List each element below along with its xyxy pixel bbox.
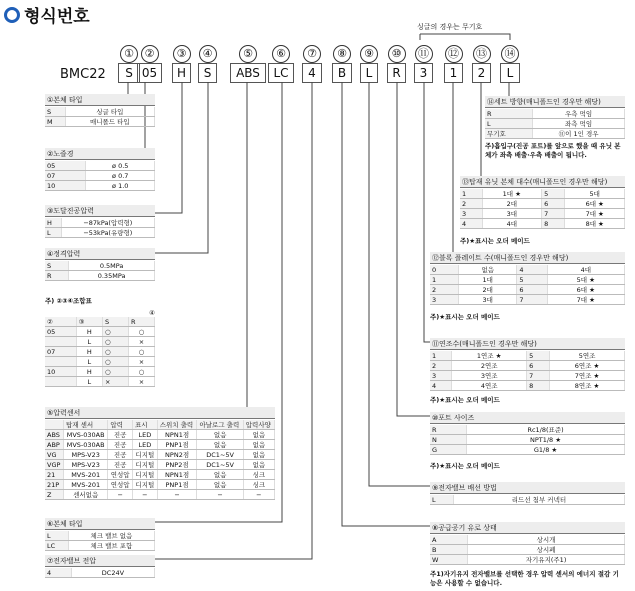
table-cell: 8 <box>542 219 565 229</box>
table-cell: 디지털 <box>133 460 158 470</box>
table-cell: 없음 <box>197 440 243 450</box>
table-cell: PNP1점 <box>157 440 197 450</box>
leader-8 <box>342 82 430 526</box>
table-row <box>45 490 275 500</box>
table-cell: 5연조 <box>550 351 625 361</box>
table-cell: 07 <box>45 347 76 357</box>
table-cell: 없음 <box>197 480 243 490</box>
table-row <box>45 117 155 127</box>
table-cell: × <box>128 357 154 367</box>
table-row <box>45 430 275 440</box>
table-cell: W <box>430 555 468 565</box>
table-cell: 없음 <box>197 470 243 480</box>
table-cell: 07 <box>45 171 86 181</box>
table-cell: 1 <box>430 275 459 285</box>
table-cell: 무기호 <box>485 129 533 139</box>
page-title: 형식번호 <box>4 2 90 27</box>
section-11-note: 주)★표시는 오더 메이드 <box>430 396 500 404</box>
table-cell: 0.5MPa <box>69 261 155 271</box>
table-cell: 4 <box>45 568 71 578</box>
section-3-title: ③도달진공압력 <box>45 205 155 217</box>
table-cell: 7대 ★ <box>565 209 625 219</box>
bracket-line <box>420 34 510 40</box>
model-prefix: BMC22 <box>60 67 106 82</box>
table-cell: MVS-201 <box>64 480 108 490</box>
table-cell: 2대 <box>482 199 542 209</box>
table-header: S <box>103 317 129 327</box>
table-row <box>45 181 155 191</box>
table-cell: 센서없음 <box>64 490 108 500</box>
section-9-table <box>430 495 625 505</box>
section-10-note: 주)★표시는 오더 메이드 <box>430 462 500 470</box>
circle-number-3: ③ <box>173 45 191 63</box>
table-row <box>430 265 625 275</box>
table-cell: ○ <box>103 357 129 367</box>
table-cell: − <box>197 490 243 500</box>
table-cell: NPN1점 <box>157 430 197 440</box>
table-cell: Z <box>45 490 64 500</box>
table-cell: 없음 <box>243 430 274 440</box>
table-cell: − <box>243 490 274 500</box>
section-12-table <box>430 265 625 305</box>
table-cell: 우측 먹임 <box>533 109 625 119</box>
table-cell: 10 <box>45 367 76 377</box>
code-box-11: 3 <box>414 63 433 83</box>
table-cell: 매니폴드 타입 <box>65 117 154 127</box>
code-box-12: 1 <box>444 63 463 83</box>
table-row <box>45 531 155 541</box>
table-cell: 싱글 타입 <box>65 107 154 117</box>
table-cell: 6 <box>517 285 547 295</box>
table-cell: MVS-201 <box>64 470 108 480</box>
table-row <box>45 480 275 490</box>
table-cell: A <box>430 535 468 545</box>
code-box-3: H <box>172 63 191 83</box>
code-box-8: B <box>332 63 352 83</box>
circle-number-8: ⑧ <box>333 45 351 63</box>
table-row <box>430 425 625 435</box>
table-cell: DC1~5V <box>197 460 243 470</box>
table-header: 압력사양 <box>243 420 274 430</box>
code-box-2: 05 <box>137 63 162 83</box>
table-cell: ○ <box>103 327 129 337</box>
table-cell: 5 <box>542 189 565 199</box>
section-2-title: ②노즐경 <box>45 148 155 160</box>
table-row <box>45 357 155 367</box>
table-row <box>430 545 625 555</box>
table-cell: 연성압 <box>108 470 133 480</box>
table-cell: 디지털 <box>133 450 158 460</box>
table-cell: ○ <box>128 327 154 337</box>
table-cell: ø 1.0 <box>86 181 155 191</box>
combo-title: 주) ②③④조합표 <box>45 297 92 305</box>
table-cell: S <box>45 261 69 271</box>
circle-number-2: ② <box>141 45 159 63</box>
table-cell: 7 <box>542 209 565 219</box>
section-13-table <box>460 189 625 229</box>
section-1-table <box>45 107 155 127</box>
table-header <box>45 420 64 430</box>
table-cell: DC1~5V <box>197 450 243 460</box>
table-row <box>45 460 275 470</box>
table-cell: 7 <box>517 295 547 305</box>
table-cell: − <box>108 490 133 500</box>
section-14-title: ⑭세트 방향(매니폴드인 경우만 해당) <box>485 96 625 108</box>
table-row <box>430 275 625 285</box>
table-cell: 없음 <box>197 430 243 440</box>
table-row <box>45 228 155 238</box>
table-cell: 자기유지(주1) <box>468 555 625 565</box>
table-cell: 7대 ★ <box>547 295 624 305</box>
table-header: 압력 <box>108 420 133 430</box>
circle-number-7: ⑦ <box>303 45 321 63</box>
table-cell: 없음 <box>243 460 274 470</box>
table-cell: 상시폐 <box>468 545 625 555</box>
table-cell <box>45 357 76 367</box>
table-row <box>45 107 155 117</box>
table-row <box>430 371 625 381</box>
table-row <box>430 535 625 545</box>
table-cell: 0 <box>430 265 459 275</box>
table-cell: MPS-V23 <box>64 450 108 460</box>
leader-10 <box>397 82 430 416</box>
table-cell <box>45 337 76 347</box>
table-row <box>460 199 625 209</box>
section-8-table <box>430 535 625 565</box>
table-cell: L <box>76 377 102 387</box>
table-cell: 디지털 <box>133 480 158 490</box>
table-cell: 5 <box>527 351 550 361</box>
leader-9 <box>369 82 430 486</box>
table-cell: −87kPa(압력형) <box>61 218 154 228</box>
table-cell: ⑪이 1인 경우 <box>533 129 625 139</box>
table-cell: Rc1/8(표준) <box>467 425 625 435</box>
circle-number-4: ④ <box>199 45 217 63</box>
table-row <box>45 261 155 271</box>
section-2-table <box>45 161 155 191</box>
section-14-note: 주)흡입구(진공 포트)를 앞으로 했을 때 유닛 본체가 좌측 배출·우측 배출이 됩니다. <box>485 142 621 159</box>
section-5-table <box>45 420 275 500</box>
section-12-note: 주)★표시는 오더 메이드 <box>430 313 500 321</box>
code-box-6: LC <box>268 63 294 83</box>
table-cell: × <box>128 337 154 347</box>
table-cell: 0.35MPa <box>69 271 155 281</box>
table-cell: L <box>45 531 68 541</box>
circle-number-11: ⑪ <box>415 45 433 63</box>
table-cell: 2 <box>430 285 459 295</box>
table-cell: 7 <box>527 371 550 381</box>
table-cell: VG <box>45 450 64 460</box>
table-header: 탑재 센서 <box>64 420 108 430</box>
code-box-13: 2 <box>472 63 491 83</box>
table-cell: 4대 <box>547 265 624 275</box>
code-box-1: S <box>118 63 140 83</box>
table-cell: 2연조 <box>452 361 527 371</box>
table-cell: 상시개 <box>468 535 625 545</box>
section-7-title: ⑦전자밸브 전압 <box>45 555 155 567</box>
table-cell: ø 0.5 <box>86 161 155 171</box>
circle-number-6: ⑥ <box>272 45 290 63</box>
section-5-title: ⑤압력센서 <box>45 407 275 419</box>
table-cell: G <box>430 445 467 455</box>
table-cell: H <box>76 367 102 377</box>
table-row <box>430 295 625 305</box>
table-row <box>45 377 155 387</box>
table-cell: 5대 <box>565 189 625 199</box>
table-cell: LED <box>133 440 158 450</box>
table-cell: 3 <box>430 295 459 305</box>
leader-13 <box>460 82 481 180</box>
table-cell: R <box>485 109 533 119</box>
table-cell: 진공 <box>108 450 133 460</box>
table-cell: 4 <box>517 265 547 275</box>
table-cell: 4연조 <box>452 381 527 391</box>
table-row <box>430 381 625 391</box>
table-cell: ø 0.7 <box>86 171 155 181</box>
table-cell: N <box>430 435 467 445</box>
table-cell: 7연조 ★ <box>550 371 625 381</box>
table-cell: 3연조 <box>452 371 527 381</box>
table-cell: 6대 ★ <box>565 199 625 209</box>
table-cell: 2대 <box>459 285 517 295</box>
table-cell: H <box>76 327 102 337</box>
table-cell: 6연조 ★ <box>550 361 625 371</box>
table-header: ② <box>45 317 76 327</box>
table-cell: S <box>45 107 65 117</box>
table-row <box>430 361 625 371</box>
table-cell: MVS-030AB <box>64 440 108 450</box>
circle-number-13: ⑬ <box>473 45 491 63</box>
table-cell: MPS-V23 <box>64 460 108 470</box>
table-cell: 5 <box>517 275 547 285</box>
table-row <box>45 541 155 551</box>
table-row <box>45 337 155 347</box>
table-cell: ○ <box>128 347 154 357</box>
table-row <box>45 450 275 460</box>
code-box-10: R <box>387 63 406 83</box>
table-cell: NPN1점 <box>157 470 197 480</box>
table-cell: 4 <box>430 381 452 391</box>
section-10-table <box>430 425 625 455</box>
table-cell: 체크 밸브 없음 <box>68 531 154 541</box>
table-cell: 21P <box>45 480 64 490</box>
table-cell: NPN2점 <box>157 450 197 460</box>
section-1-title: ①본체 타입 <box>45 94 155 106</box>
section-13-note: 주)★표시는 오더 메이드 <box>460 237 530 245</box>
table-row <box>45 347 155 357</box>
code-box-9: L <box>360 63 378 83</box>
table-cell: ○ <box>128 367 154 377</box>
table-row <box>430 435 625 445</box>
table-cell: M <box>45 117 65 127</box>
table-cell: LC <box>45 541 68 551</box>
table-cell: 진공 <box>108 440 133 450</box>
table-row <box>45 161 155 171</box>
table-row <box>430 555 625 565</box>
code-box-7: 4 <box>302 63 322 83</box>
table-cell: 6 <box>542 199 565 209</box>
combo-header-4: ④ <box>149 309 155 317</box>
table-row <box>485 129 625 139</box>
table-header: R <box>128 317 154 327</box>
table-cell: LED <box>133 430 158 440</box>
table-cell: L <box>430 495 453 505</box>
table-cell: ○ <box>103 347 129 357</box>
section-10-title: ⑩포트 사이즈 <box>430 412 625 424</box>
code-box-4: S <box>198 63 217 83</box>
combo-table <box>45 309 155 387</box>
table-cell: R <box>430 425 467 435</box>
section-6-title: ⑥본체 타입 <box>45 518 155 530</box>
table-cell: 연성압 <box>108 480 133 490</box>
table-cell: 10 <box>45 181 86 191</box>
table-cell: 없음 <box>459 265 517 275</box>
table-cell: ○ <box>103 337 129 347</box>
table-cell: ○ <box>103 367 129 377</box>
section-8-note: 주1)자기유지 전자밸브를 선택한 경우 압력 센서의 에너지 절감 기능은 사용할 수 없습니다. <box>430 570 619 587</box>
table-row <box>45 271 155 281</box>
table-row <box>460 189 625 199</box>
table-cell: 1 <box>460 189 482 199</box>
table-cell: L <box>76 357 102 367</box>
table-cell: 1대 <box>459 275 517 285</box>
circle-number-10: ⑩ <box>388 45 406 63</box>
table-cell: 3대 <box>459 295 517 305</box>
table-cell: MVS-030AB <box>64 430 108 440</box>
table-cell: 싱크 <box>243 480 274 490</box>
table-cell: 체크 밸브 포함 <box>68 541 154 551</box>
table-cell: L <box>76 337 102 347</box>
table-cell: 1대 ★ <box>482 189 542 199</box>
table-cell: G1/8 ★ <box>467 445 625 455</box>
table-row <box>460 209 625 219</box>
circle-number-12: ⑫ <box>445 45 463 63</box>
table-row <box>430 495 625 505</box>
table-cell: 21 <box>45 470 64 480</box>
table-row <box>485 119 625 129</box>
code-box-14: L <box>500 63 520 83</box>
table-cell: ABP <box>45 440 64 450</box>
table-cell: 좌측 먹임 <box>533 119 625 129</box>
table-row <box>45 218 155 228</box>
table-row <box>460 219 625 229</box>
table-cell: R <box>45 271 69 281</box>
section-14-table <box>485 109 625 139</box>
table-row <box>45 171 155 181</box>
section-4-table <box>45 261 155 281</box>
table-cell: 05 <box>45 327 76 337</box>
table-row <box>45 327 155 337</box>
table-cell: × <box>103 377 129 387</box>
table-cell: 2 <box>430 361 452 371</box>
table-cell: 리드선 첨부 커넥터 <box>453 495 624 505</box>
section-8-title: ⑧공급공기 유로 상태 <box>430 522 625 534</box>
table-header: 아날로그 출력 <box>197 420 243 430</box>
table-row <box>45 470 275 480</box>
leader-12 <box>430 82 453 256</box>
section-9-title: ⑨전자밸브 배선 방법 <box>430 482 625 494</box>
table-cell <box>45 377 76 387</box>
table-row <box>45 367 155 377</box>
table-cell: 4대 <box>482 219 542 229</box>
table-cell: − <box>133 490 158 500</box>
section-3-table <box>45 218 155 238</box>
table-cell: 3 <box>430 371 452 381</box>
table-cell: 3대 <box>482 209 542 219</box>
table-cell: NPT1/8 ★ <box>467 435 625 445</box>
table-cell: 05 <box>45 161 86 171</box>
section-7-table <box>45 568 155 578</box>
table-row <box>430 285 625 295</box>
table-cell: 2 <box>460 199 482 209</box>
code-box-5: ABS <box>230 63 266 83</box>
table-cell: DC24V <box>71 568 154 578</box>
section-12-title: ⑫블록 플레이트 수(매니폴드인 경우만 해당) <box>430 252 625 264</box>
table-cell: 디지털 <box>133 470 158 480</box>
table-cell: 진공 <box>108 460 133 470</box>
circle-number-14: ⑭ <box>501 45 519 63</box>
table-cell: 5대 ★ <box>547 275 624 285</box>
table-row <box>430 351 625 361</box>
table-cell: VGP <box>45 460 64 470</box>
table-cell: 6대 ★ <box>547 285 624 295</box>
table-cell: − <box>157 490 197 500</box>
table-cell: 4 <box>460 219 482 229</box>
table-cell: 없음 <box>243 440 274 450</box>
section-11-title: ⑪연조수(매니폴드인 경우만 해당) <box>430 338 625 350</box>
section-11-table <box>430 351 625 391</box>
single-note: 싱글의 경우는 무기호 <box>417 23 483 31</box>
table-cell: H <box>76 347 102 357</box>
section-4-title: ④정격압력 <box>45 248 155 260</box>
section-13-title: ⑬탑재 유닛 본체 대수(매니폴드인 경우만 해당) <box>460 176 625 188</box>
table-cell: 진공 <box>108 430 133 440</box>
table-cell: B <box>430 545 468 555</box>
section-6-table <box>45 531 155 551</box>
table-cell: PNP1점 <box>157 480 197 490</box>
table-row <box>430 445 625 455</box>
table-cell: L <box>45 228 61 238</box>
table-cell: ABS <box>45 430 64 440</box>
table-cell: 없음 <box>243 450 274 460</box>
table-cell: PNP2점 <box>157 460 197 470</box>
table-cell: 3 <box>460 209 482 219</box>
table-header: ③ <box>76 317 102 327</box>
table-cell: 8연조 ★ <box>550 381 625 391</box>
table-cell: 1 <box>430 351 452 361</box>
table-row <box>485 109 625 119</box>
table-header: 스위치 출력 <box>157 420 197 430</box>
table-row <box>45 440 275 450</box>
table-header: 표시 <box>133 420 158 430</box>
table-cell: 6 <box>527 361 550 371</box>
circle-number-5: ⑤ <box>239 45 257 63</box>
table-cell: H <box>45 218 61 228</box>
circle-number-1: ① <box>120 45 138 63</box>
table-cell: 8대 ★ <box>565 219 625 229</box>
table-cell: 싱크 <box>243 470 274 480</box>
table-row <box>45 568 155 578</box>
circle-number-9: ⑨ <box>360 45 378 63</box>
table-cell: −53kPa(유량형) <box>61 228 154 238</box>
table-cell: 1연조 ★ <box>452 351 527 361</box>
table-cell: 8 <box>527 381 550 391</box>
table-cell: × <box>128 377 154 387</box>
table-cell: L <box>485 119 533 129</box>
